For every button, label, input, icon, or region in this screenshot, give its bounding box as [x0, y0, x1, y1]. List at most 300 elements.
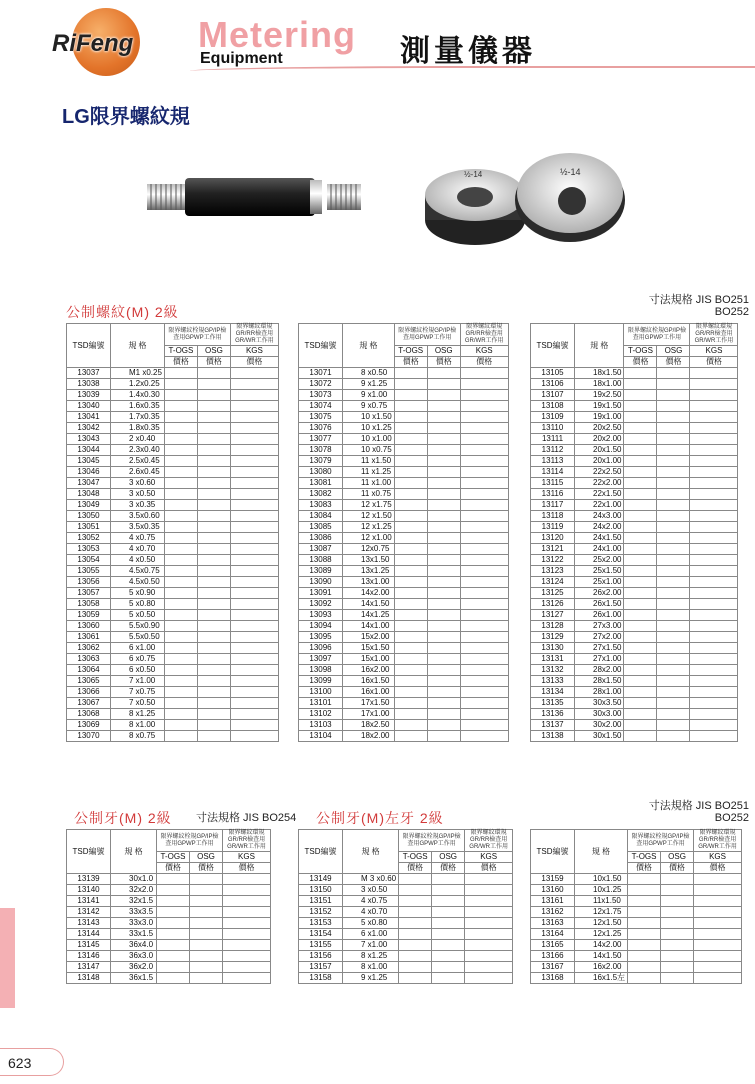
thread-spec: 20x1.00: [575, 456, 624, 467]
table-row: [67, 456, 279, 467]
thread-spec: 10 x0.75: [343, 445, 395, 456]
table-row: [299, 467, 509, 478]
col-header-tsd: TSD編號: [531, 324, 575, 368]
price-osg: [190, 929, 223, 940]
price-togs: [157, 973, 190, 984]
tsd-code: 13152: [299, 907, 343, 918]
price-kgs: [460, 401, 508, 412]
thread-spec: 19x2.50: [575, 390, 624, 401]
price-osg: [657, 731, 690, 742]
tsd-code: 13038: [67, 379, 111, 390]
col-header-osg: OSG: [661, 852, 694, 863]
table-row: [531, 500, 738, 511]
price-kgs: [230, 445, 278, 456]
price-osg: [432, 874, 465, 885]
price-kgs: [460, 511, 508, 522]
col-header-kgs: KGS: [460, 346, 508, 357]
table-row: [299, 434, 509, 445]
tsd-code: 13083: [299, 500, 343, 511]
tsd-code: 13116: [531, 489, 575, 500]
table-row: [299, 918, 513, 929]
price-kgs: [690, 533, 738, 544]
thread-spec: 5 x0.90: [111, 588, 165, 599]
tsd-code: 13048: [67, 489, 111, 500]
price-togs: [394, 412, 427, 423]
tsd-code: 13073: [299, 390, 343, 401]
table-row: [299, 731, 509, 742]
price-togs: [394, 445, 427, 456]
price-osg: [432, 940, 465, 951]
price-osg: [432, 918, 465, 929]
table-row: [299, 940, 513, 951]
table-row: [299, 632, 509, 643]
price-togs: [164, 654, 197, 665]
tsd-code: 13111: [531, 434, 575, 445]
price-osg: [197, 676, 230, 687]
tsd-code: 13146: [67, 951, 111, 962]
price-kgs: [460, 423, 508, 434]
col-header-osg: OSG: [197, 346, 230, 357]
table-row: [299, 929, 513, 940]
price-osg: [197, 588, 230, 599]
price-osg: [657, 632, 690, 643]
price-osg: [190, 874, 223, 885]
price-togs: [624, 555, 657, 566]
thread-spec: 22x1.50: [575, 489, 624, 500]
thread-spec: 36x3.0: [111, 951, 157, 962]
price-kgs: [230, 467, 278, 478]
tsd-code: 13064: [67, 665, 111, 676]
tsd-code: 13089: [299, 566, 343, 577]
tsd-code: 13130: [531, 643, 575, 654]
price-osg: [197, 544, 230, 555]
price-osg: [197, 566, 230, 577]
table-section2-col2: [298, 829, 513, 984]
thread-spec: 7 x0.50: [111, 698, 165, 709]
col-header-kgs: KGS: [465, 852, 513, 863]
price-kgs: [690, 511, 738, 522]
table-row: [531, 511, 738, 522]
thread-spec: 24x3.00: [575, 511, 624, 522]
price-kgs: [690, 621, 738, 632]
price-osg: [197, 610, 230, 621]
table-section1-col2: [298, 323, 509, 742]
price-togs: [164, 489, 197, 500]
thread-spec: 14x1.50: [575, 951, 628, 962]
price-togs: [394, 511, 427, 522]
col-header-price: 價格: [694, 863, 742, 874]
table-row: [299, 445, 509, 456]
tsd-code: 13066: [67, 687, 111, 698]
table-row: [531, 533, 738, 544]
price-kgs: [230, 709, 278, 720]
col-header-price: 價格: [190, 863, 223, 874]
thread-spec: 16x2.00: [575, 962, 628, 973]
price-osg: [657, 555, 690, 566]
price-osg: [657, 390, 690, 401]
col-header-tsd: TSD編號: [67, 830, 111, 874]
price-togs: [399, 940, 432, 951]
thread-spec: 9 x1.25: [343, 379, 395, 390]
price-osg: [427, 379, 460, 390]
table-row: [531, 731, 738, 742]
tsd-code: 13044: [67, 445, 111, 456]
price-kgs: [460, 412, 508, 423]
price-togs: [164, 555, 197, 566]
price-kgs: [223, 918, 271, 929]
price-kgs: [230, 478, 278, 489]
thread-spec: 6 x0.75: [111, 654, 165, 665]
thread-spec: 36x4.0: [111, 940, 157, 951]
tsd-code: 13110: [531, 423, 575, 434]
tsd-code: 13075: [299, 412, 343, 423]
tsd-code: 13105: [531, 368, 575, 379]
table-row: [67, 720, 279, 731]
price-osg: [190, 962, 223, 973]
price-kgs: [223, 929, 271, 940]
price-togs: [624, 434, 657, 445]
price-togs: [394, 720, 427, 731]
price-togs: [624, 511, 657, 522]
price-osg: [427, 456, 460, 467]
price-osg: [197, 467, 230, 478]
price-togs: [624, 390, 657, 401]
thread-spec: 8 x1.25: [343, 951, 399, 962]
tsd-code: 13077: [299, 434, 343, 445]
table-row: [299, 896, 513, 907]
table-row: [299, 456, 509, 467]
tsd-code: 13082: [299, 489, 343, 500]
price-togs: [164, 731, 197, 742]
price-kgs: [460, 500, 508, 511]
thread-spec: 5.5x0.90: [111, 621, 165, 632]
price-osg: [657, 401, 690, 412]
thread-spec: 20x2.50: [575, 423, 624, 434]
thread-spec: 28x2.00: [575, 665, 624, 676]
price-togs: [164, 610, 197, 621]
tsd-code: 13145: [67, 940, 111, 951]
price-togs: [624, 368, 657, 379]
thread-spec: 14x1.00: [343, 621, 395, 632]
table-row: [67, 588, 279, 599]
col-header-spec: 規 格: [343, 830, 399, 874]
price-osg: [657, 368, 690, 379]
tsd-code: 13060: [67, 621, 111, 632]
thread-spec: 1.4x0.30: [111, 390, 165, 401]
price-osg: [657, 610, 690, 621]
table-row: [67, 687, 279, 698]
price-togs: [399, 929, 432, 940]
price-osg: [657, 577, 690, 588]
thread-spec: 24x1.00: [575, 544, 624, 555]
col-header-gr-note: 限界螺紋環規GR/RR檢查用GR/WR工作用: [230, 324, 278, 346]
table-row: [531, 555, 738, 566]
tsd-code: 13121: [531, 544, 575, 555]
thread-spec: 10 x1.00: [343, 434, 395, 445]
price-osg: [427, 434, 460, 445]
price-kgs: [460, 489, 508, 500]
tsd-code: 13093: [299, 610, 343, 621]
price-togs: [394, 731, 427, 742]
price-kgs: [230, 489, 278, 500]
price-osg: [190, 907, 223, 918]
price-osg: [190, 951, 223, 962]
thread-spec: 14x1.25: [343, 610, 395, 621]
tsd-code: 13099: [299, 676, 343, 687]
price-osg: [657, 654, 690, 665]
table-row: [531, 456, 738, 467]
price-togs: [164, 577, 197, 588]
table-row: [531, 885, 742, 896]
price-kgs: [460, 599, 508, 610]
table-row: [531, 577, 738, 588]
col-header-gp-note: 限界螺紋栓規GP/IP檢查用GPWP工作用: [628, 830, 694, 852]
thread-spec: 8 x0.75: [111, 731, 165, 742]
price-togs: [394, 500, 427, 511]
col-header-kgs: KGS: [223, 852, 271, 863]
col-header-togs: T-OGS: [394, 346, 427, 357]
tsd-code: 13046: [67, 467, 111, 478]
price-kgs: [230, 632, 278, 643]
price-kgs: [694, 874, 742, 885]
tsd-code: 13158: [299, 973, 343, 984]
tsd-code: 13045: [67, 456, 111, 467]
tsd-code: 13160: [531, 885, 575, 896]
thread-spec: 3.5x0.35: [111, 522, 165, 533]
thread-spec: 14x1.50: [343, 599, 395, 610]
tsd-code: 13112: [531, 445, 575, 456]
price-kgs: [690, 423, 738, 434]
section2-standard-b-line1: 寸法規格 JIS BO251: [648, 800, 749, 812]
tsd-code: 13062: [67, 643, 111, 654]
price-osg: [432, 962, 465, 973]
table-row: [299, 555, 509, 566]
table-row: [67, 379, 279, 390]
price-togs: [394, 621, 427, 632]
price-osg: [427, 610, 460, 621]
thread-spec: 17x1.50: [343, 698, 395, 709]
table-row: [531, 544, 738, 555]
price-kgs: [690, 698, 738, 709]
tsd-code: 13043: [67, 434, 111, 445]
price-osg: [427, 544, 460, 555]
thread-spec: 12 x1.25: [343, 522, 395, 533]
price-kgs: [230, 654, 278, 665]
header-subtitle-en: Equipment: [200, 50, 283, 67]
price-osg: [427, 500, 460, 511]
price-togs: [157, 885, 190, 896]
price-osg: [657, 698, 690, 709]
table-row: [299, 621, 509, 632]
tsd-code: 13109: [531, 412, 575, 423]
price-togs: [164, 566, 197, 577]
price-togs: [624, 731, 657, 742]
price-togs: [628, 896, 661, 907]
price-osg: [661, 962, 694, 973]
table-row: [67, 445, 279, 456]
thread-spec: 2 x0.40: [111, 434, 165, 445]
price-osg: [657, 379, 690, 390]
thread-spec: 4 x0.75: [111, 533, 165, 544]
price-togs: [394, 577, 427, 588]
price-kgs: [694, 951, 742, 962]
tsd-code: 13041: [67, 412, 111, 423]
price-togs: [164, 445, 197, 456]
price-kgs: [230, 379, 278, 390]
table-row: [531, 390, 738, 401]
table-row: [299, 544, 509, 555]
col-header-price: 價格: [465, 863, 513, 874]
price-togs: [624, 412, 657, 423]
page-title: LG限界螺紋規: [62, 106, 190, 128]
price-kgs: [230, 544, 278, 555]
price-togs: [394, 698, 427, 709]
tsd-code: 13039: [67, 390, 111, 401]
ring-label-left: ½-14: [464, 170, 483, 179]
table-row: [531, 599, 738, 610]
price-osg: [657, 445, 690, 456]
price-kgs: [694, 962, 742, 973]
table-row: [531, 929, 742, 940]
table-row: [299, 478, 509, 489]
price-kgs: [465, 962, 513, 973]
thread-spec: 3.5x0.60: [111, 511, 165, 522]
thread-spec: 11 x1.50: [343, 456, 395, 467]
col-header-price: 價格: [661, 863, 694, 874]
table-row: [531, 412, 738, 423]
price-kgs: [690, 445, 738, 456]
table-row: [299, 874, 513, 885]
thread-spec: 8 x1.25: [111, 709, 165, 720]
price-togs: [164, 412, 197, 423]
price-osg: [197, 731, 230, 742]
tsd-code: 13057: [67, 588, 111, 599]
tsd-code: 13085: [299, 522, 343, 533]
tsd-code: 13163: [531, 918, 575, 929]
price-togs: [624, 456, 657, 467]
tsd-code: 13128: [531, 621, 575, 632]
tsd-code: 13091: [299, 588, 343, 599]
price-osg: [661, 874, 694, 885]
price-osg: [190, 973, 223, 984]
thread-spec: 18x1.00: [575, 379, 624, 390]
tsd-code: 13095: [299, 632, 343, 643]
price-osg: [197, 577, 230, 588]
price-togs: [394, 599, 427, 610]
price-kgs: [460, 643, 508, 654]
tsd-code: 13165: [531, 940, 575, 951]
tsd-code: 13052: [67, 533, 111, 544]
price-kgs: [460, 709, 508, 720]
price-kgs: [465, 951, 513, 962]
price-osg: [661, 907, 694, 918]
tsd-code: 13129: [531, 632, 575, 643]
tsd-code: 13063: [67, 654, 111, 665]
section1-standard: [649, 294, 749, 318]
table-row: [531, 489, 738, 500]
price-kgs: [690, 412, 738, 423]
tsd-code: 13103: [299, 720, 343, 731]
plug-gauge-image: [145, 170, 365, 222]
col-header-spec: 規 格: [111, 324, 165, 368]
thread-spec: 8 x1.00: [111, 720, 165, 731]
table-row: [67, 566, 279, 577]
price-kgs: [694, 918, 742, 929]
col-header-osg: OSG: [190, 852, 223, 863]
col-header-gr-note: 限界螺紋環規GR/RR檢查用GR/WR工作用: [690, 324, 738, 346]
thread-spec: 19x1.00: [575, 412, 624, 423]
price-osg: [197, 434, 230, 445]
price-kgs: [460, 434, 508, 445]
section2-title-b: 公制牙(M)左牙 2級: [316, 810, 444, 826]
price-togs: [394, 467, 427, 478]
price-kgs: [690, 610, 738, 621]
table-row: [67, 368, 279, 379]
price-kgs: [690, 665, 738, 676]
table-row: [531, 665, 738, 676]
col-header-spec: 規 格: [111, 830, 157, 874]
table-row: [531, 962, 742, 973]
price-osg: [427, 489, 460, 500]
price-kgs: [230, 676, 278, 687]
price-togs: [164, 720, 197, 731]
table-row: [531, 566, 738, 577]
price-kgs: [690, 599, 738, 610]
price-osg: [197, 720, 230, 731]
tsd-code: 13140: [67, 885, 111, 896]
price-kgs: [230, 511, 278, 522]
thread-spec: 22x2.50: [575, 467, 624, 478]
col-header-price: 價格: [223, 863, 271, 874]
price-kgs: [230, 522, 278, 533]
price-kgs: [230, 643, 278, 654]
col-header-spec: 規 格: [575, 324, 624, 368]
tsd-code: 13114: [531, 467, 575, 478]
thread-spec: 26x2.00: [575, 588, 624, 599]
price-togs: [164, 434, 197, 445]
price-osg: [197, 698, 230, 709]
table-row: [67, 665, 279, 676]
price-osg: [427, 445, 460, 456]
price-kgs: [690, 544, 738, 555]
thread-spec: 36x2.0: [111, 962, 157, 973]
table-row: [67, 489, 279, 500]
tsd-code: 13126: [531, 599, 575, 610]
price-kgs: [223, 973, 271, 984]
price-togs: [624, 687, 657, 698]
tsd-code: 13065: [67, 676, 111, 687]
table-row: [299, 698, 509, 709]
tsd-code: 13040: [67, 401, 111, 412]
thread-spec: 2.3x0.40: [111, 445, 165, 456]
price-kgs: [690, 654, 738, 665]
thread-spec: 1.7x0.35: [111, 412, 165, 423]
price-togs: [394, 687, 427, 698]
table-row: [67, 544, 279, 555]
col-header-tsd: TSD編號: [299, 830, 343, 874]
tsd-code: 13092: [299, 599, 343, 610]
tsd-code: 13097: [299, 654, 343, 665]
col-header-spec: 規 格: [343, 324, 395, 368]
price-osg: [661, 885, 694, 896]
tsd-code: 13164: [531, 929, 575, 940]
price-kgs: [223, 896, 271, 907]
thread-spec: 10 x1.25: [343, 423, 395, 434]
thread-spec: 16x1.5左: [575, 973, 628, 984]
price-togs: [624, 533, 657, 544]
price-osg: [427, 401, 460, 412]
table-row: [299, 522, 509, 533]
